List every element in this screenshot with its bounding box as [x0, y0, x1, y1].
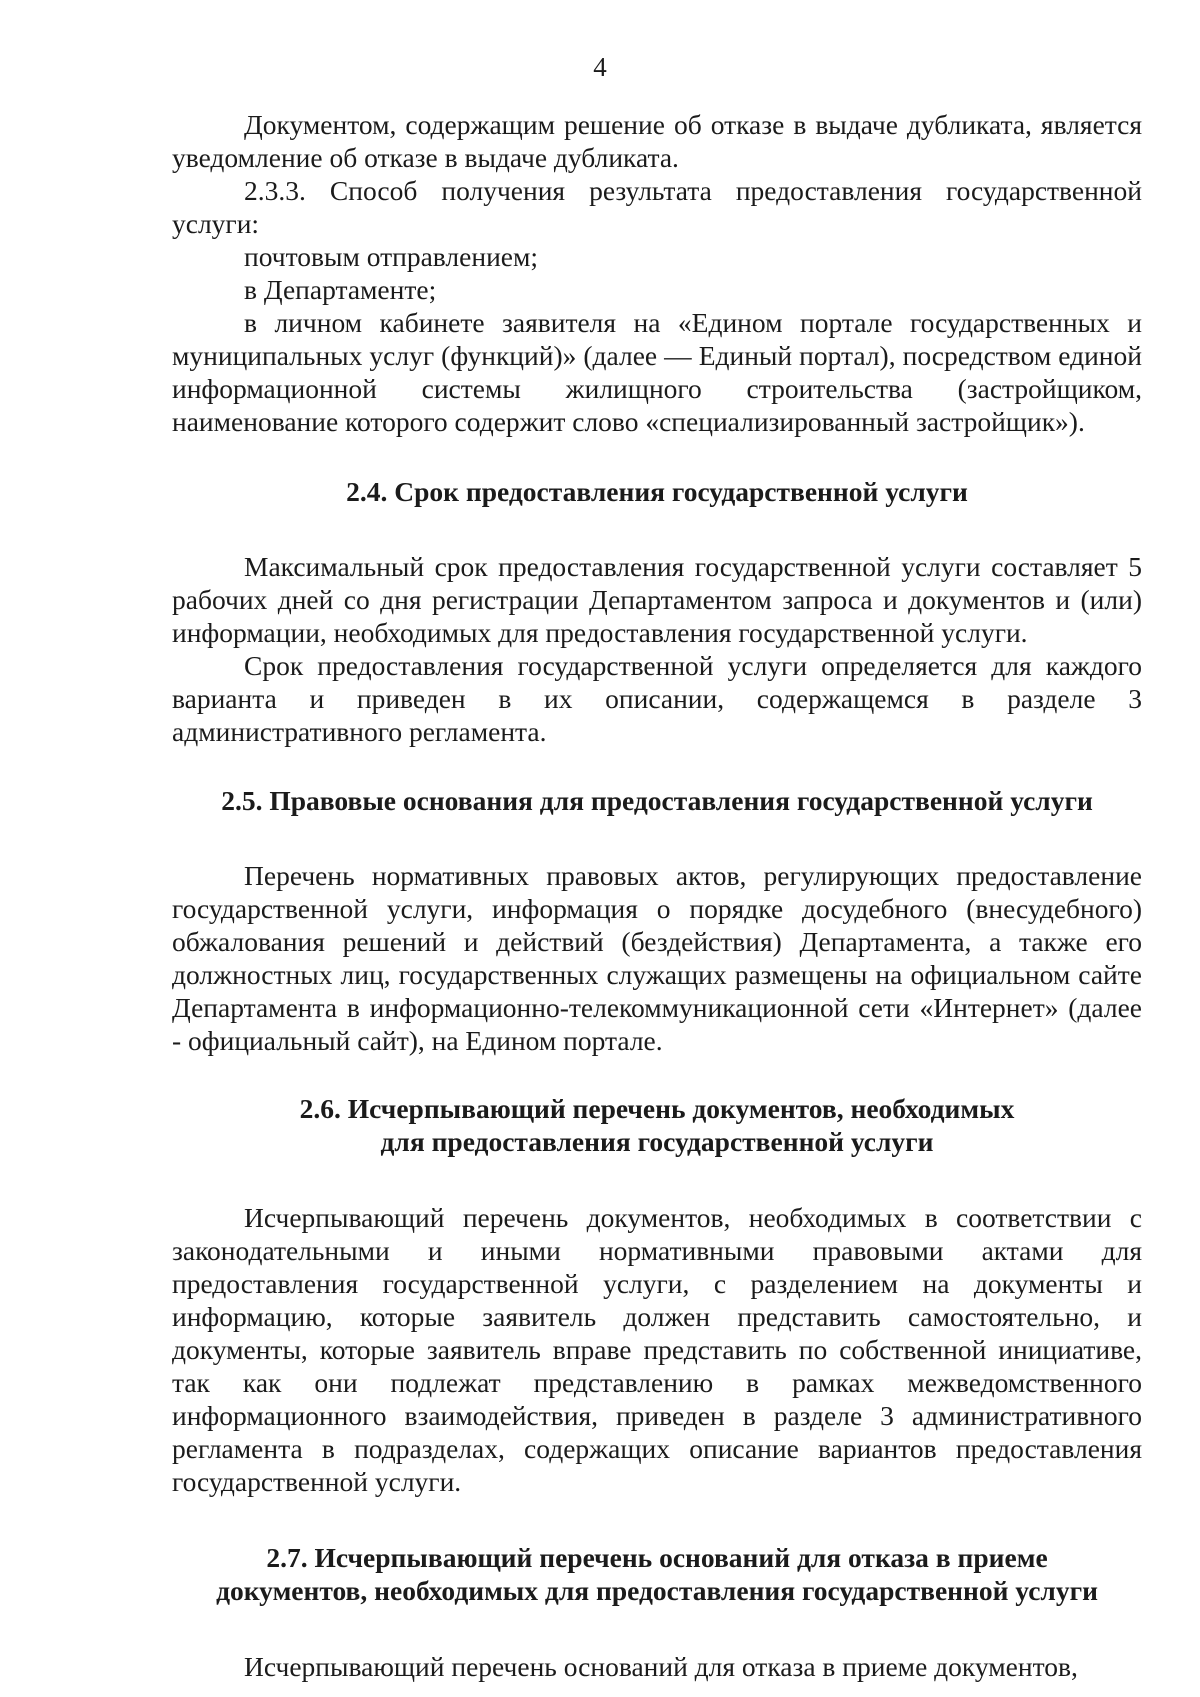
heading-line: 2.6. Исчерпывающий перечень документов, необходимых: [299, 1093, 1015, 1124]
paragraph: Исчерпывающий перечень оснований для отказа в приеме документов,: [244, 1651, 1078, 1682]
section-heading-2-7: [172, 1541, 1142, 1607]
document-body: [172, 108, 1142, 1683]
paragraph: Перечень нормативных правовых актов, регулирующих предоставление государственной услуги, информация о порядке досудебного (внесудебного) обжалования решений и действий (бездействия) Департамента, а также его должностных лиц, государственных служащих размещены на официальном сайте Департамента в информационно-телекоммуникационной сети «Интернет» (далее - официальный сайт), на Едином портале.: [172, 860, 1142, 1056]
paragraph: Документом, содержащим решение об отказе в выдаче дубликата, является уведомление об отказе в выдаче дубликата.: [172, 109, 1142, 173]
section-heading-2-4: 2.4. Срок предоставления государственной услуги: [346, 476, 968, 507]
list-item-postal: почтовым отправлением;: [244, 241, 539, 272]
list-item-department: в Департаменте;: [244, 274, 437, 305]
heading-line: для предоставления государственной услуги: [380, 1126, 934, 1157]
paragraph: Максимальный срок предоставления государственной услуги составляет 5 рабочих дней со дня регистрации Департаментом запроса и документов и (или) информации, необходимых для предоставления государственной услуги.: [172, 551, 1142, 648]
paragraph: Исчерпывающий перечень документов, необходимых в соответствии с законодательными и иными нормативными правовыми актами для предоставления государственной услуги, с разделением на документы и информацию, которые заявитель должен представить самостоятельно, и документы, которые заявитель вправе представить по собственной инициативе, так как они подлежат представлению в рамках межведомственного информационного взаимодействия, приведен в разделе 3 административного регламента в подразделах, содержащих описание вариантов предоставления государственной услуги.: [172, 1202, 1142, 1497]
heading-line: 2.7. Исчерпывающий перечень оснований для отказа в приеме: [266, 1542, 1048, 1573]
section-heading-2-6: [172, 1092, 1142, 1158]
paragraph-2-3-3: 2.3.3. Способ получения результата предоставления государственной услуги:: [172, 175, 1142, 239]
page-number: 4: [593, 52, 607, 82]
paragraph: Срок предоставления государственной услуги определяется для каждого варианта и приведен в их описании, содержащемся в разделе 3 административного регламента.: [172, 650, 1142, 747]
list-item-personal-account: в личном кабинете заявителя на «Едином портале государственных и муниципальных услуг (функций)» (далее — Единый портал), посредством единой информационной системы жилищного строительства (застройщиком, наименование которого содержит слово «специализированный застройщик»).: [172, 307, 1142, 437]
heading-line: документов, необходимых для предоставления государственной услуги: [216, 1575, 1098, 1606]
section-heading-2-5: 2.5. Правовые основания для предоставления государственной услуги: [221, 785, 1093, 816]
